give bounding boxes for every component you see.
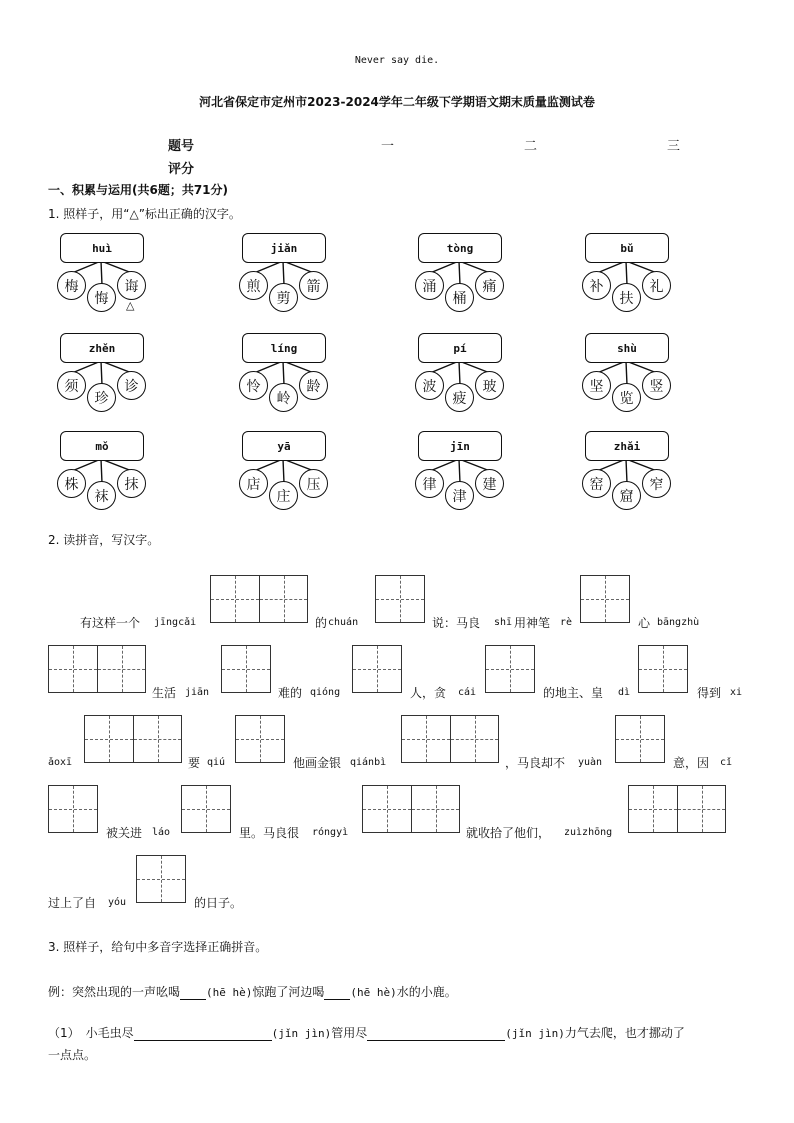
q3-item1-t3: 力气去爬，也才挪动了 xyxy=(564,1026,685,1040)
answer-blank[interactable] xyxy=(324,985,350,1000)
char-option[interactable]: 梅 xyxy=(57,271,86,300)
q2-l1-p2: chuán xyxy=(328,617,359,628)
q2-l2-t2: 难的 xyxy=(278,686,303,700)
connector-line xyxy=(459,459,460,483)
section1-heading: 一、积累与运用(共6题；共71分) xyxy=(48,183,229,197)
char-option[interactable]: 坚 xyxy=(582,371,611,400)
tianzige-box[interactable] xyxy=(401,715,499,763)
score-row2-label: 评分 xyxy=(168,162,195,177)
score-row-label: 题号 xyxy=(168,139,195,154)
char-option[interactable]: 桶 xyxy=(445,283,474,312)
q2-l1-t3: 说：马良 xyxy=(432,616,481,630)
q2-l1-t2: 的 xyxy=(315,616,328,630)
q2-l2-p2: qióng xyxy=(310,687,341,698)
header-motto: Never say die. xyxy=(354,55,440,66)
tianzige-box[interactable] xyxy=(352,645,402,693)
char-option[interactable]: 须 xyxy=(57,371,86,400)
tianzige-box[interactable] xyxy=(136,855,186,903)
char-option[interactable]: 龄 xyxy=(299,371,328,400)
q2-l2-t5: 得到 xyxy=(697,686,722,700)
pinyin-group xyxy=(55,233,165,318)
q2-l2-p5: xi xyxy=(730,687,743,698)
tianzige-box[interactable] xyxy=(628,785,726,833)
char-option[interactable]: 览 xyxy=(612,383,641,412)
q2-l1-p3: shī xyxy=(494,617,513,628)
tianzige-box[interactable] xyxy=(221,645,271,693)
connector-line xyxy=(101,361,102,385)
q2-l2-t1: 生活 xyxy=(152,686,177,700)
pinyin-box: huì xyxy=(60,233,144,263)
pinyin-box: zhǎi xyxy=(585,431,669,461)
connector-line xyxy=(626,261,627,285)
char-option[interactable]: 扶 xyxy=(612,283,641,312)
char-option[interactable]: 窑 xyxy=(582,469,611,498)
pinyin-group xyxy=(413,431,523,516)
char-option[interactable]: 珍 xyxy=(87,383,116,412)
q2-l4-p3: zuìzhōng xyxy=(564,827,613,838)
tianzige-box[interactable] xyxy=(48,645,146,693)
triangle-mark-icon: △ xyxy=(126,299,135,312)
q3-example-prefix: 例：突然出现的一声吆喝 xyxy=(48,985,181,999)
pinyin-box: jiǎn xyxy=(242,233,326,263)
tianzige-box[interactable] xyxy=(485,645,535,693)
connector-line xyxy=(459,261,460,285)
char-option[interactable]: 涌 xyxy=(415,271,444,300)
q2-l1-t4: 用神笔 xyxy=(514,616,551,630)
q2-l1-t1: 有这样一个 xyxy=(80,616,141,630)
char-option[interactable]: 箭 xyxy=(299,271,328,300)
tianzige-box[interactable] xyxy=(210,575,308,623)
tianzige-box[interactable] xyxy=(181,785,231,833)
connector-line xyxy=(459,361,460,385)
pinyin-group xyxy=(55,333,165,418)
q3-item1-opt1: (jǐn jìn) xyxy=(271,1027,332,1040)
q3-example-opt1: (hē hè) xyxy=(206,986,253,999)
char-option[interactable]: 株 xyxy=(57,469,86,498)
q2-prompt: 2. 读拼音，写汉字。 xyxy=(48,533,160,547)
pinyin-group xyxy=(237,333,347,418)
connector-line xyxy=(283,261,284,285)
q2-l5-t2: 的日子。 xyxy=(194,896,243,910)
q2-l1-p1: jīngcǎi xyxy=(154,617,197,628)
pinyin-group xyxy=(580,233,690,318)
q2-l3-p1: qiú xyxy=(207,757,226,768)
q2-l4-t1: 被关进 xyxy=(106,826,143,840)
q3-example-mid: 惊跑了河边喝 xyxy=(252,985,325,999)
tianzige-box[interactable] xyxy=(48,785,98,833)
char-option[interactable]: 玻 xyxy=(475,371,504,400)
char-option[interactable]: 袜 xyxy=(87,481,116,510)
tianzige-box[interactable] xyxy=(84,715,182,763)
char-option[interactable]: 怜 xyxy=(239,371,268,400)
q2-l3-t3: ，马良却不 xyxy=(505,756,566,770)
score-col-1: 一 xyxy=(381,139,395,154)
q2-l3-t1: 要 xyxy=(188,756,201,770)
char-option[interactable]: 痛 xyxy=(475,271,504,300)
char-option[interactable]: 诊 xyxy=(117,371,146,400)
tianzige-box[interactable] xyxy=(580,575,630,623)
pinyin-box: shù xyxy=(585,333,669,363)
q2-l2-t4: 的地主、皇 xyxy=(543,686,604,700)
char-option[interactable]: 抹 xyxy=(117,469,146,498)
connector-line xyxy=(101,459,102,483)
q2-l3-p2: qiánbì xyxy=(350,757,387,768)
connector-line xyxy=(626,459,627,483)
q2-l2-p4: dì xyxy=(618,687,631,698)
answer-blank[interactable] xyxy=(180,985,206,1000)
q3-item1 xyxy=(48,1024,685,1041)
tianzige-box[interactable] xyxy=(375,575,425,623)
char-option[interactable]: 窄 xyxy=(642,469,671,498)
q3-example-opt2: (hē hè) xyxy=(350,986,397,999)
tianzige-box[interactable] xyxy=(362,785,460,833)
score-col-3: 三 xyxy=(667,139,681,154)
q2-l4-t3: 就收拾了他们， xyxy=(466,826,551,840)
q3-example-suffix: 水的小鹿。 xyxy=(396,985,457,999)
tianzige-box[interactable] xyxy=(235,715,285,763)
q2-l4-t2: 里。马良很 xyxy=(239,826,300,840)
char-option[interactable]: 疲 xyxy=(445,383,474,412)
char-option[interactable]: 竖 xyxy=(642,371,671,400)
page-title: 河北省保定市定州市2023-2024学年二年级下学期语文期末质量监测试卷 xyxy=(199,95,595,109)
connector-line xyxy=(626,361,627,385)
q1-prompt: 1. 照样子，用“△”标出正确的汉字。 xyxy=(48,207,241,221)
pinyin-group xyxy=(413,333,523,418)
char-option[interactable]: 建 xyxy=(475,469,504,498)
q2-l3-p4: cǐ xyxy=(720,757,733,768)
q2-l3-p3: yuàn xyxy=(578,757,603,768)
q2-l5-t1: 过上了自 xyxy=(48,896,97,910)
q3-example xyxy=(48,983,457,1000)
char-option[interactable]: 礼 xyxy=(642,271,671,300)
q2-l3-p0: ǎoxī xyxy=(48,757,73,768)
pinyin-group xyxy=(237,431,347,516)
q2-l4-p2: róngyì xyxy=(312,827,349,838)
q3-prompt: 3. 照样子，给句中多音字选择正确拼音。 xyxy=(48,940,268,954)
q2-l5-p1: yóu xyxy=(108,897,127,908)
char-option[interactable]: 岭 xyxy=(269,383,298,412)
answer-blank[interactable] xyxy=(134,1026,272,1041)
pinyin-box: bǔ xyxy=(585,233,669,263)
score-col-2: 二 xyxy=(524,139,538,154)
q2-l1-t5: 心 xyxy=(638,616,651,630)
char-option[interactable]: 诲 xyxy=(117,271,146,300)
pinyin-box: jīn xyxy=(418,431,502,461)
char-option[interactable]: 剪 xyxy=(269,283,298,312)
q2-l1-p4: rè xyxy=(560,617,573,628)
pinyin-box: yā xyxy=(242,431,326,461)
char-option[interactable]: 波 xyxy=(415,371,444,400)
char-option[interactable]: 压 xyxy=(299,469,328,498)
char-option[interactable]: 悔 xyxy=(87,283,116,312)
char-option[interactable]: 律 xyxy=(415,469,444,498)
char-option[interactable]: 庄 xyxy=(269,481,298,510)
q2-l2-p3: cái xyxy=(458,687,477,698)
q2-l2-p1: jiān xyxy=(185,687,210,698)
q2-l3-t2: 他画金银 xyxy=(293,756,342,770)
pinyin-group xyxy=(413,233,523,318)
q2-l4-p1: láo xyxy=(152,827,171,838)
pinyin-box: zhěn xyxy=(60,333,144,363)
q3-item1-t2: 管用尽 xyxy=(331,1026,368,1040)
pinyin-group xyxy=(55,431,165,516)
q2-l2-t3: 人，贪 xyxy=(410,686,447,700)
char-option[interactable]: 津 xyxy=(445,481,474,510)
q2-l3-t4: 意，因 xyxy=(673,756,710,770)
char-option[interactable]: 煎 xyxy=(239,271,268,300)
pinyin-group xyxy=(580,333,690,418)
q3-item1-t1: 小毛虫尽 xyxy=(85,1026,134,1040)
pinyin-group xyxy=(580,431,690,516)
tianzige-box[interactable] xyxy=(638,645,688,693)
char-option[interactable]: 窟 xyxy=(612,481,641,510)
q3-item1-t4: 一点点。 xyxy=(48,1048,97,1062)
pinyin-box: mǒ xyxy=(60,431,144,461)
pinyin-group xyxy=(237,233,347,318)
tianzige-box[interactable] xyxy=(615,715,665,763)
char-option[interactable]: 店 xyxy=(239,469,268,498)
pinyin-box: pí xyxy=(418,333,502,363)
char-option[interactable]: 补 xyxy=(582,271,611,300)
pinyin-box: líng xyxy=(242,333,326,363)
q3-item1-opt2: (jǐn jìn) xyxy=(505,1027,565,1040)
pinyin-box: tòng xyxy=(418,233,502,263)
connector-line xyxy=(283,361,284,385)
connector-line xyxy=(101,261,102,285)
connector-line xyxy=(283,459,284,483)
q2-l1-p5: bāngzhù xyxy=(657,617,700,628)
q3-item1-label: （1） xyxy=(48,1026,80,1040)
answer-blank[interactable] xyxy=(367,1026,505,1041)
